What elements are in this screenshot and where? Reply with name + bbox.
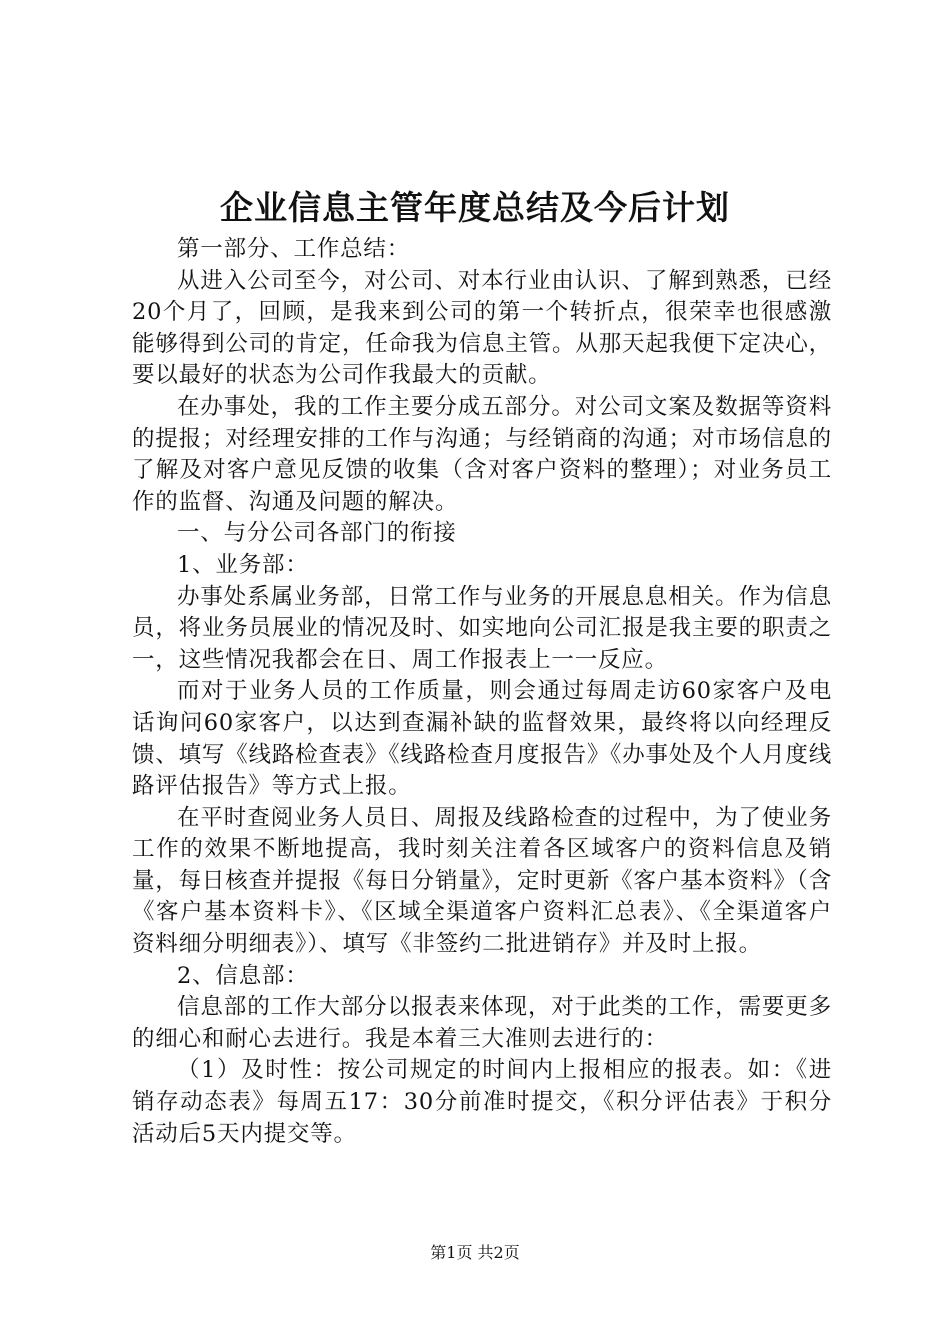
- paragraph-report-checks: 在平时查阅业务人员日、周报及线路检查的过程中，为了使业务工作的效果不断地提高，我时刻关注着各区域客户的资料信息及销量，每日核查并提报《每日分销量》，定时更新《客户基本资料》（含《客户基本资料卡》、《区域全渠道客户资料汇总表》、《全渠道客户资料细分明细表》）、填写《非签约二批进销存》并及时上报。: [132, 804, 832, 958]
- document-title: 企业信息主管年度总结及今后计划: [220, 188, 730, 227]
- page-footer: 第1页 共2页: [430, 1243, 520, 1262]
- paragraph-timeliness: （1）及时性：按公司规定的时间内上报相应的报表。如：《进销存动态表》每周五17：30分前准时提交，《积分评估表》于积分活动后5天内提交等。: [132, 1057, 832, 1147]
- paragraph-intro: 从进入公司至今，对公司、对本行业由认识、了解到熟悉，已经20个月了，回顾，是我来到公司的第一个转折点，很荣幸也很感激能够得到公司的肯定，任命我为信息主管。从那天起我便下定决心，要以最好的状态为公司作我最大的贡献。: [132, 267, 832, 389]
- subheading-business-dept: 1、业务部：: [177, 551, 309, 578]
- paragraph-business-dept: 办事处系属业务部，日常工作与业务的开展息息相关。作为信息员，将业务员展业的情况及时、如实地向公司汇报是我主要的职责之一，这些情况我都会在日、周工作报表上一一反应。: [132, 583, 832, 673]
- subheading-department-links: 一、与分公司各部门的衔接: [177, 520, 457, 547]
- paragraph-info-dept: 信息部的工作大部分以报表来体现，对于此类的工作，需要更多的细心和耐心去进行。我是本着三大准则去进行的：: [132, 994, 832, 1052]
- paragraph-office-duties: 在办事处，我的工作主要分成五部分。对公司文案及数据等资料的提报；对经理安排的工作与沟通；与经销商的沟通；对市场信息的了解及对客户意见反馈的收集（含对客户资料的整理）；对业务员工作的监督、沟通及问题的解决。: [132, 393, 832, 515]
- section-heading-part-one: 第一部分、工作总结：: [177, 236, 411, 262]
- paragraph-work-quality: 而对于业务人员的工作质量，则会通过每周走访60家客户及电话询问60家客户，以达到查漏补缺的监督效果，最终将以向经理反馈、填写《线路检查表》《线路检查月度报告》《办事处及个人月度线路评估报告》等方式上报。: [132, 678, 832, 800]
- subheading-info-dept: 2、信息部：: [177, 962, 309, 989]
- document-body: [132, 234, 832, 1150]
